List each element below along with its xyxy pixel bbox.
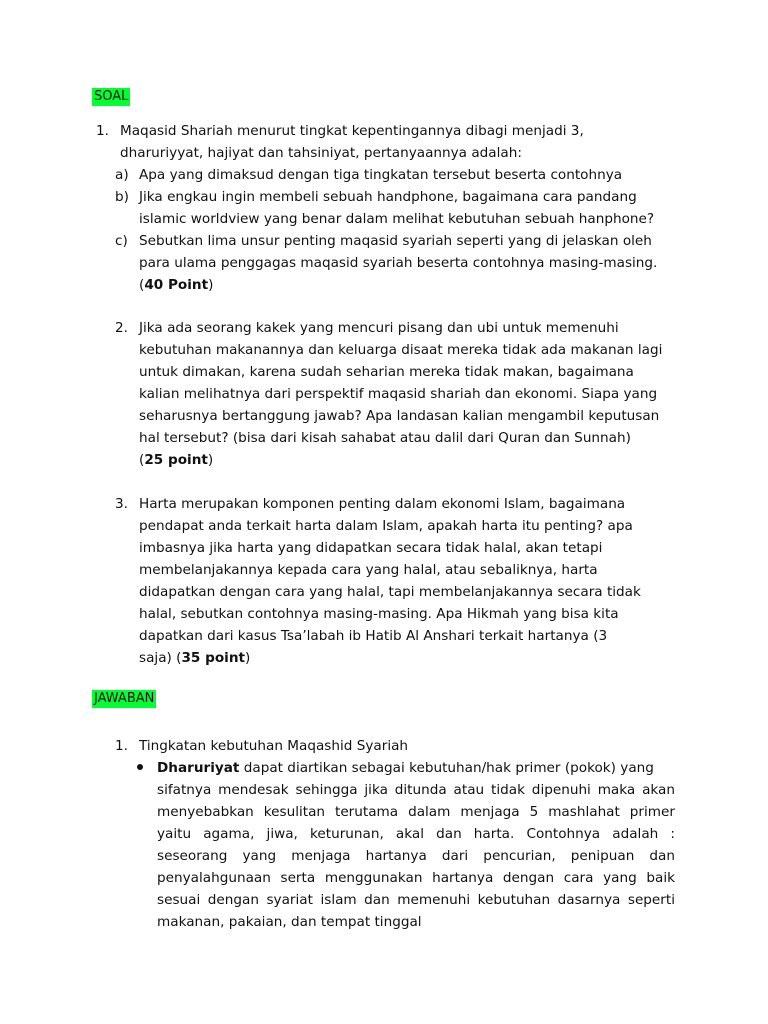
text-line: Maqasid Shariah menurut tingkat kepentingannya dibagi menjadi 3, <box>120 123 584 139</box>
text-line: dharuriyyat, hajiyat dan tahsiniyat, pertanyaannya adalah: <box>120 145 522 161</box>
text-line: seharusnya bertanggung jawab? Apa landasan kalian mengambil keputusan <box>139 408 660 424</box>
answer-1-number: 1. <box>115 738 128 754</box>
text-line: islamic worldview yang benar dalam melihat kebutuhan sebuah hanphone? <box>139 211 655 227</box>
sub-c-text <box>139 230 657 296</box>
text-line: kalian melihatnya dari perspektif maqasid shariah dan ekonomi. Siapa yang <box>139 386 658 402</box>
text-line: yaitu agama, jiwa, keturunan, akal dan harta. Contohnya adalah : <box>157 826 675 842</box>
question-2-text <box>139 317 662 471</box>
text-line: halal, sebutkan contohnya masing-masing. Apa Hikmah yang bisa kita <box>139 606 619 622</box>
soal-heading: SOAL <box>94 89 129 104</box>
paren-open: ( <box>139 277 145 293</box>
text-line: sesuai dengan syariat islam dan memenuhi kebutuhan dasarnya seperti <box>157 892 675 908</box>
text-line: Jika ada seorang kakek yang mencuri pisang dan ubi untuk memenuhi <box>139 320 619 336</box>
text-line: membelanjakannya kepada cara yang halal, atau sebaliknya, harta <box>139 562 598 578</box>
dharuriyat-first-rest: dapat diartikan sebagai kebutuhan/hak primer (pokok) yang <box>239 760 654 776</box>
question-3-number: 3. <box>115 496 128 512</box>
point-line <box>139 274 657 296</box>
text-line: makanan, pakaian, dan tempat tinggal <box>157 914 422 930</box>
text-line: untuk dimakan, karena sudah seharian mereka tidak makan, bagaimana <box>139 364 634 380</box>
point-value: 40 Point <box>144 277 209 293</box>
point-value: 35 point <box>181 650 246 666</box>
dharuriyat-paragraph <box>157 757 675 933</box>
point-value: 25 point <box>144 452 208 468</box>
text-line: pendapat anda terkait harta dalam Islam, apakah harta itu penting? apa <box>139 518 633 534</box>
text-line: Jika engkau ingin membeli sebuah handphone, bagaimana cara pandang <box>139 189 637 205</box>
text-line <box>157 757 675 779</box>
text-line: didapatkan dengan cara yang halal, tapi membelanjakannya secara tidak <box>139 584 641 600</box>
point-line <box>139 449 662 471</box>
answer-1-title: Tingkatan kebutuhan Maqashid Syariah <box>139 738 409 754</box>
sub-a-marker: a) <box>115 167 129 183</box>
paren-close: ) <box>245 650 251 666</box>
bullet-dot <box>137 764 143 770</box>
question-1-number: 1. <box>96 123 109 139</box>
text-line: kebutuhan makanannya dan keluarga disaat mereka tidak ada makanan lagi <box>139 342 663 358</box>
text-line: Harta merupakan komponen penting dalam ekonomi Islam, bagaimana <box>139 496 626 512</box>
last-prefix: saja) ( <box>139 650 182 666</box>
text-line: dapatkan dari kasus Tsa’labah ib Hatib Al Anshari terkait hartanya (3 <box>139 628 608 644</box>
jawaban-heading: JAWABAN <box>94 691 155 706</box>
text-line: imbasnya jika harta yang didapatkan secara tidak halal, akan tetapi <box>139 540 603 556</box>
text-line: para ulama penggagas maqasid syariah beserta contohnya masing-masing. <box>139 255 658 271</box>
dharuriyat-term: Dharuriyat <box>157 760 240 776</box>
text-line: seseorang yang menjaga hartanya dari pencurian, penipuan dan <box>157 848 675 864</box>
text-line: Apa yang dimaksud dengan tiga tingkatan tersebut beserta contohnya <box>139 167 623 183</box>
sub-b-marker: b) <box>115 189 129 205</box>
sub-c-marker: c) <box>115 233 128 249</box>
text-line: hal tersebut? (bisa dari kisah sahabat atau dalil dari Quran dan Sunnah) <box>139 430 631 446</box>
sub-a-text <box>139 164 622 186</box>
question-1-text <box>120 120 584 164</box>
text-line: menyebabkan kesulitan terutama dalam menjaga 5 mashlahat primer <box>157 804 675 820</box>
question-2-number: 2. <box>115 320 128 336</box>
paren-open: ( <box>139 452 145 468</box>
text-line: penyalahgunaan serta menggunakan hartanya dengan cara yang baik <box>157 870 675 886</box>
paren-close: ) <box>207 452 214 468</box>
paren-close: ) <box>208 277 214 293</box>
question-3-text <box>139 493 641 669</box>
text-line: Sebutkan lima unsur penting maqasid syariah seperti yang di jelaskan oleh <box>139 233 652 249</box>
sub-b-text <box>139 186 654 230</box>
text-line: sifatnya mendesak sehingga jika ditunda atau tidak dipenuhi maka akan <box>157 782 675 798</box>
point-line <box>139 647 641 669</box>
